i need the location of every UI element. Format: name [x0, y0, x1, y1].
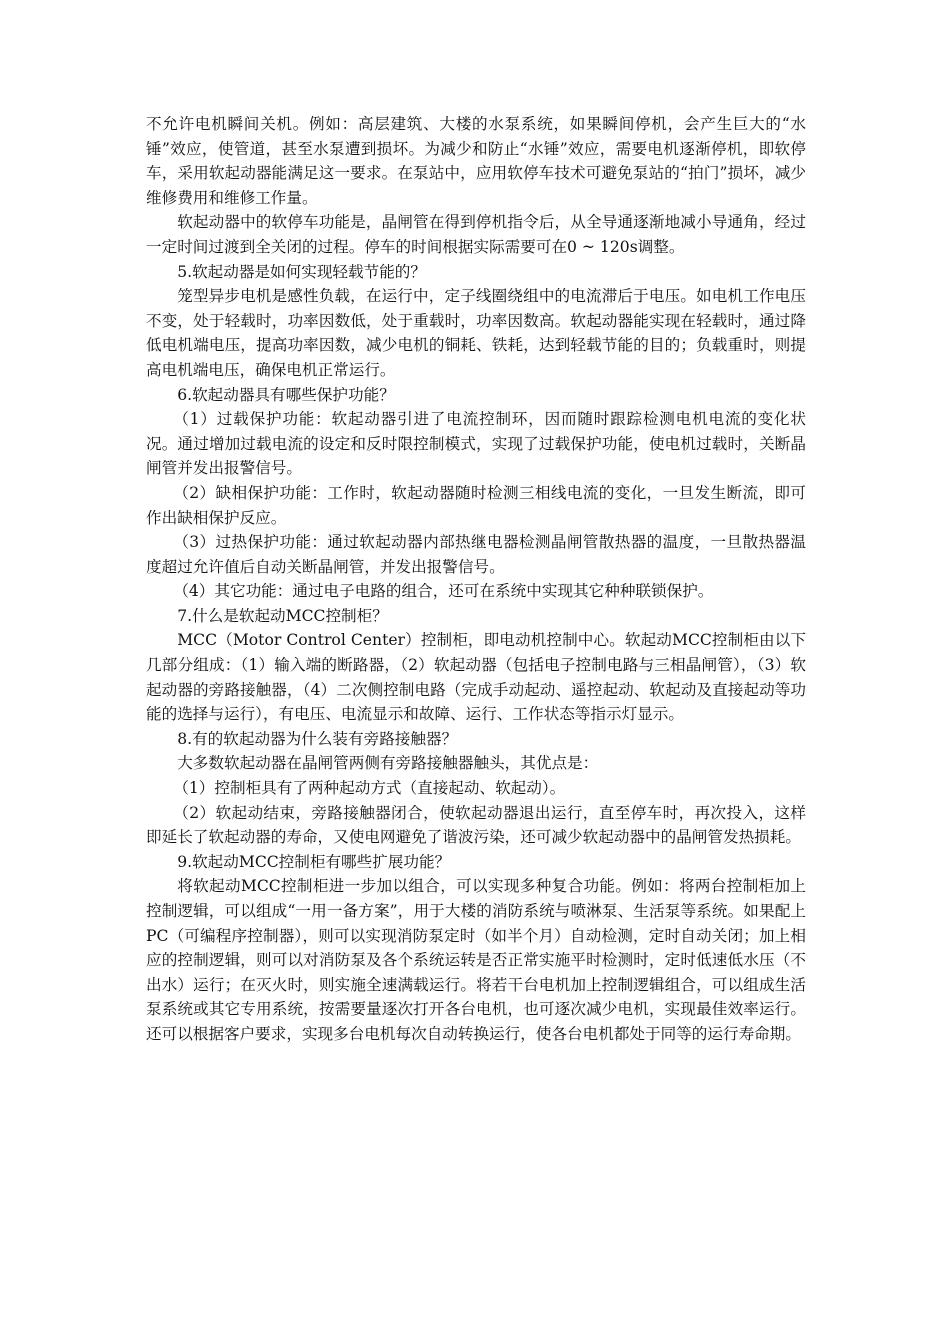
- question-heading-9: 9.软起动MCC控制柜有哪些扩展功能？: [177, 852, 451, 871]
- list-item-overheat-protection: （3）过热保护功能：通过软起动器内部热继电器检测晶闸管散热器的温度，一旦散热器温度超过允许值后自动关断晶闸管，并发出报警信号。: [146, 533, 806, 576]
- paragraph-extended-functions: 将软起动MCC控制柜进一步加以组合，可以实现多种复合功能。例如：将两台控制柜加上控制逻辑，可以组成“一用一备方案”，用于大楼的消防系统与喷淋泵、生活泵等系统。如果配上PC（可编程序控制器），则可以实现消防泵定时（如半个月）自动检测，定时自动关闭；加上相应的控制逻辑，则可以对消防泵及各个系统运转是否正常实施平时检测时，定时低速低水压（不出水）运行；在灭火时，则实施全速满载运行。将若干台电机加上控制逻辑组合，可以组成生活泵系统或其它专用系统，按需要量逐次打开各台电机，也可逐次减少电机，实现最佳效率运行。还可以根据客户要求，实现多台电机每次自动转换运行，使各台电机都处于同等的运行寿命期。: [146, 877, 806, 1043]
- paragraph-continuation: 不允许电机瞬间关机。例如：高层建筑、大楼的水泵系统，如果瞬间停机，会产生巨大的“水锤”效应，使管道，甚至水泵遭到损坏。为减少和防止“水锤”效应，需要电机逐渐停机，即软停车，采用软起动器能满足这一要求。在泵站中，应用软停车技术可避免泵站的“拍门”损坏，减少维修费用和维修工作量。: [146, 115, 806, 207]
- paragraph-soft-stop: 软起动器中的软停车功能是，晶闸管在得到停机指令后，从全导通逐渐地减小导通角，经过一定时间过渡到全关闭的过程。停车的时间根据实际需要可在0 ~ 120s调整。: [146, 213, 806, 256]
- question-heading-7: 7.什么是软起动MCC控制柜？: [177, 606, 388, 625]
- paragraph-bypass-intro: 大多数软起动器在晶闸管两侧有旁路接触器触头，其优点是：: [177, 754, 599, 773]
- list-item-other-functions: （4）其它功能：通过电子电路的组合，还可在系统中实现其它种种联锁保护。: [173, 582, 714, 601]
- question-heading-8: 8.有的软起动器为什么装有旁路接触器？: [177, 729, 458, 748]
- paragraph-mcc-definition: MCC（Motor Control Center）控制柜，即电动机控制中心。软起动MCC控制柜由以下几部分组成：（1）输入端的断路器，（2）软起动器（包括电子控制电路与三相晶闸管），（3）软起动器的旁路接触器，（4）二次侧控制电路（完成手动起动、遥控起动、软起动及直接起动等功能的选择与运行），有电压、电流显示和故障、运行、工作状态等指示灯显示。: [146, 631, 806, 724]
- list-item-bypass-advantage-2: （2）软起动结束，旁路接触器闭合，使软起动器退出运行，直至停车时，再次投入，这样即延长了软起动器的寿命，又使电网避免了谐波污染，还可减少软起动器中的晶闸管发热损耗。: [146, 803, 806, 847]
- document-page: [146, 112, 806, 1047]
- list-item-bypass-advantage-1: （1）控制柜具有了两种起动方式（直接起动、软起动）。: [173, 779, 566, 798]
- list-item-phase-loss-protection: （2）缺相保护功能：工作时，软起动器随时检测三相线电流的变化，一旦发生断流，即可作出缺相保护反应。: [146, 483, 806, 527]
- question-heading-5: 5.软起动器是如何实现轻载节能的？: [177, 262, 426, 281]
- paragraph-energy-saving: 笼型异步电机是感性负载，在运行中，定子线圈绕组中的电流滞后于电压。如电机工作电压不变，处于轻载时，功率因数低，处于重载时，功率因数高。软起动器能实现在轻载时，通过降低电机端电压，提高功率因数，减少电机的铜耗、铁耗，达到轻载节能的目的；负载重时，则提高电机端电压，确保电机正常运行。: [146, 287, 806, 379]
- list-item-overload-protection: （1）过载保护功能：软起动器引进了电流控制环，因而随时跟踪检测电机电流的变化状况。通过增加过载电流的设定和反时限控制模式，实现了过载保护功能，使电机过载时，关断晶闸管并发出报警信号。: [146, 410, 806, 478]
- question-heading-6: 6.软起动器具有哪些保护功能？: [177, 385, 395, 404]
